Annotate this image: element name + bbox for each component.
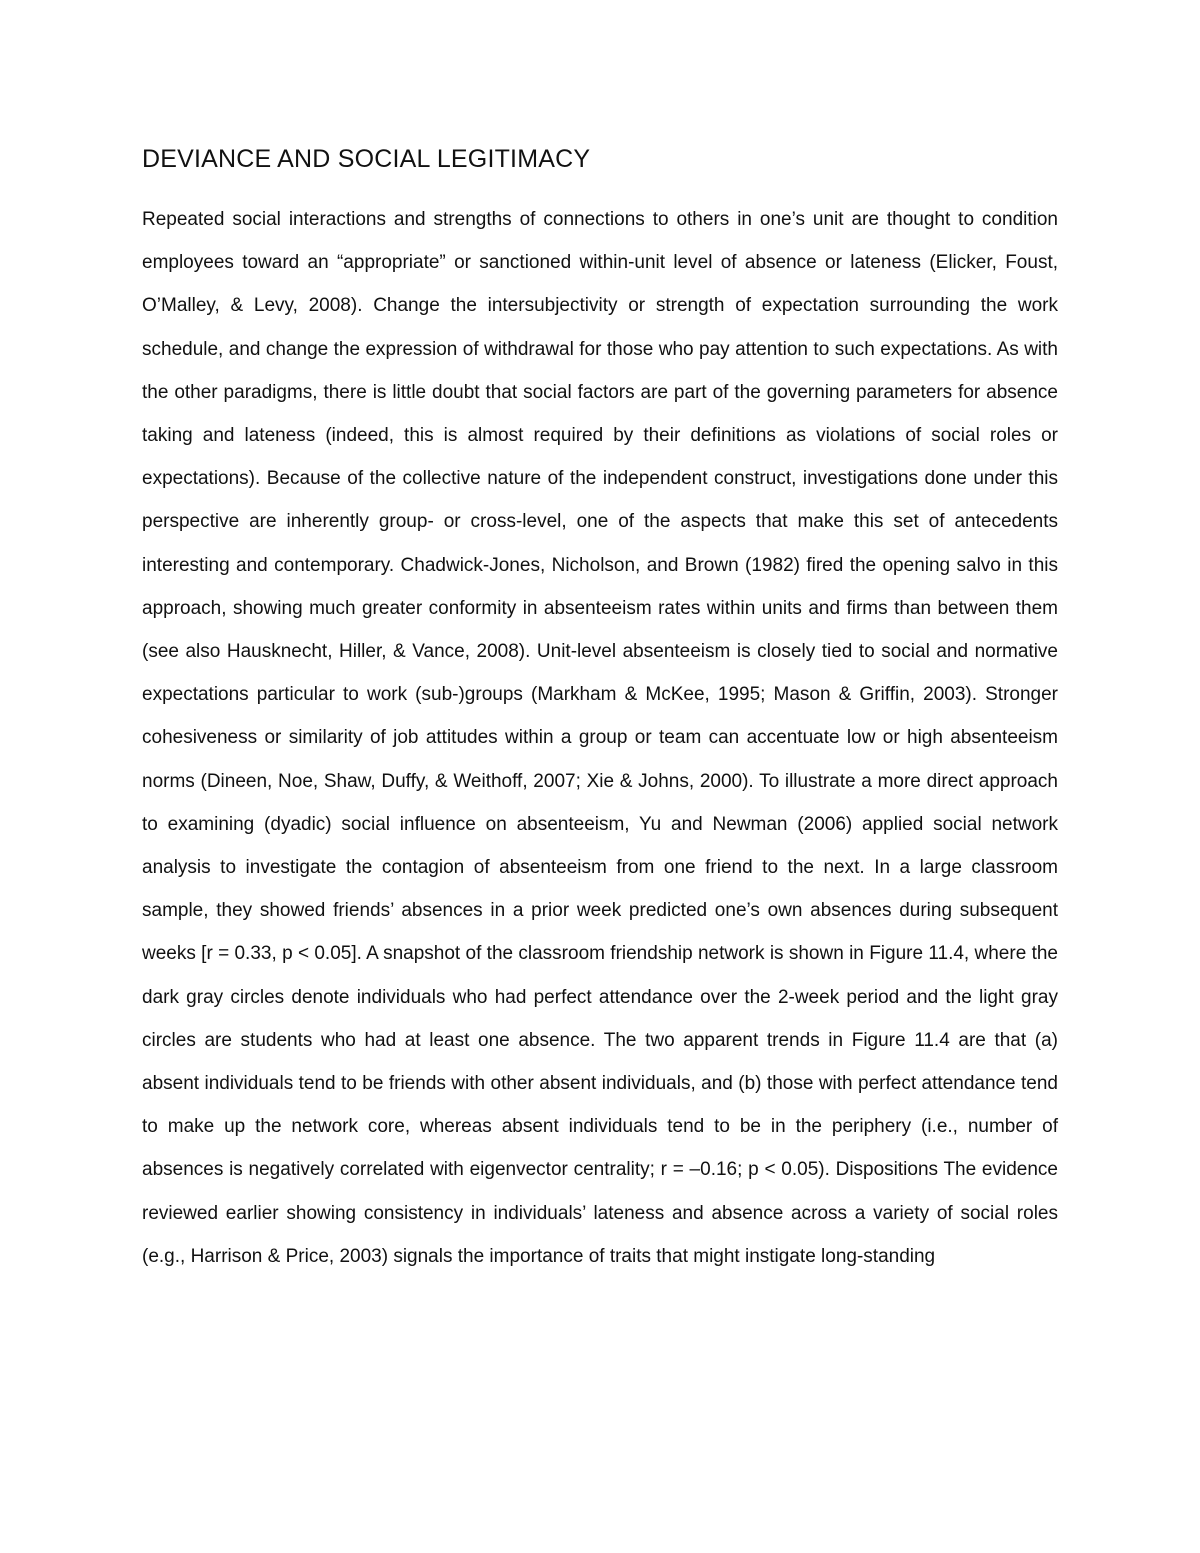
section-heading: DEVIANCE AND SOCIAL LEGITIMACY	[142, 145, 591, 173]
body-paragraph: Repeated social interactions and strengths of connections to others in one’s unit are thought to condition employees toward an “appropriate” or sanctioned within-unit level of absence or lateness (Elicker, Foust, O’Malley, & Levy, 2008). Change the intersubjectivity or strength of expectation surrounding the work schedule, and change the expression of withdrawal for those who pay attention to such expectations. As with the other paradigms, there is little doubt that social factors are part of the governing parameters for absence taking and lateness (indeed, this is almost required by their definitions as violations of social roles or expectations). Because of the collective nature of the independent construct, investigations done under this perspective are inherently group- or cross-level, one of the aspects that make this set of antecedents interesting and contemporary. Chadwick-Jones, Nicholson, and Brown (1982) fired the opening salvo in this approach, showing much greater conformity in absenteeism rates within units and firms than between them (see also Hausknecht, Hiller, & Vance, 2008). Unit-level absenteeism is closely tied to social and normative expectations particular to work (sub-)groups (Markham & McKee, 1995; Mason & Griffin, 2003). Stronger cohesiveness or similarity of job attitudes within a group or team can accentuate low or high absenteeism norms (Dineen, Noe, Shaw, Duffy, & Weithoff, 2007; Xie & Johns, 2000). To illustrate a more direct approach to examining (dyadic) social influence on absenteeism, Yu and Newman (2006) applied social network analysis to investigate the contagion of absenteeism from one friend to the next. In a large classroom sample, they showed friends’ absences in a prior week predicted one’s own absences during subsequent weeks [r = 0.33, p < 0.05]. A snapshot of the classroom friendship network is shown in Figure 11.4, where the dark gray circles denote individuals who had perfect attendance over the 2-week period and the light gray circles are students who had at least one absence. The two apparent trends in Figure 11.4 are that (a) absent individuals tend to be friends with other absent individuals, and (b) those with perfect attendance tend to make up the network core, whereas absent individuals tend to be in the periphery (i.e., number of absences is negatively correlated with eigenvector centrality; r = –0.16; p < 0.05). Dispositions The evidence reviewed earlier showing consistency in individuals’ lateness and absence across a variety of social roles (e.g., Harrison & Price, 2003) signals the importance of traits that might instigate long-standing	[142, 209, 1058, 1267]
